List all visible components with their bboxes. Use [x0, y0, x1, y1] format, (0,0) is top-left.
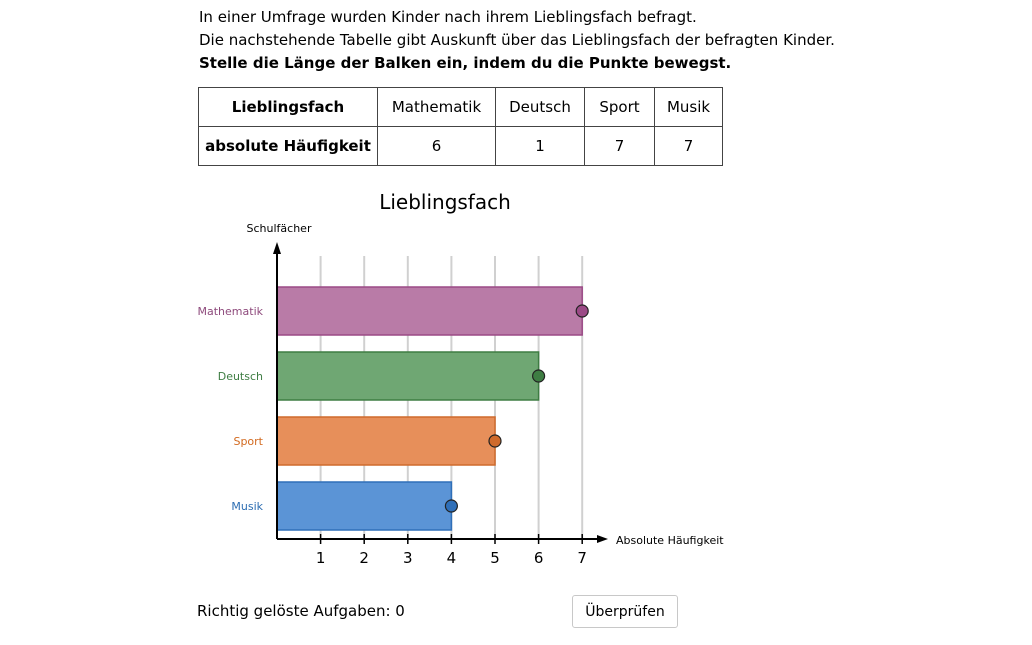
table-value-musik: 7 — [655, 127, 723, 166]
drag-point-sport[interactable] — [489, 435, 501, 447]
drag-point-musik[interactable] — [445, 500, 457, 512]
table-column-deutsch: Deutsch — [496, 88, 585, 127]
table-value-deutsch: 1 — [496, 127, 585, 166]
bar-deutsch — [277, 352, 539, 400]
category-label-musik: Musik — [231, 500, 263, 513]
intro-instruction: Stelle die Länge der Balken ein, indem du die Punkte bewegst. — [199, 54, 732, 72]
x-tick-label: 5 — [490, 549, 500, 567]
score-text: Richtig gelöste Aufgaben: 0 — [197, 602, 405, 620]
drag-point-mathematik[interactable] — [576, 305, 588, 317]
check-button[interactable]: Überprüfen — [572, 595, 678, 628]
intro-line-1: In einer Umfrage wurden Kinder nach ihrem Lieblingsfach befragt. — [199, 8, 697, 26]
x-tick-label: 1 — [315, 549, 326, 567]
intro-line-2: Die nachstehende Tabelle gibt Auskunft über das Lieblingsfach der befragten Kinder. — [199, 31, 835, 49]
x-axis-arrow-icon — [597, 535, 608, 543]
table-value-mathematik: 6 — [378, 127, 496, 166]
y-axis-label: Schulfächer — [246, 222, 312, 235]
table-column-mathematik: Mathematik — [378, 88, 496, 127]
table-column-sport: Sport — [585, 88, 655, 127]
table-value-sport: 7 — [585, 127, 655, 166]
x-axis-label: Absolute Häufigkeit — [616, 534, 724, 547]
bar-musik — [277, 482, 451, 530]
category-label-mathematik: Mathematik — [197, 305, 263, 318]
x-tick-label: 3 — [403, 549, 413, 567]
category-label-sport: Sport — [233, 435, 263, 448]
bar-sport — [277, 417, 495, 465]
table-row-label: absolute Häufigkeit — [199, 127, 378, 166]
category-label-deutsch: Deutsch — [217, 370, 263, 383]
bar-mathematik — [277, 287, 582, 335]
x-tick-label: 2 — [359, 549, 369, 567]
x-tick-label: 4 — [446, 549, 457, 567]
chart-title: Lieblingsfach — [379, 190, 511, 214]
y-axis-arrow-icon — [273, 242, 281, 254]
x-tick-label: 7 — [577, 549, 587, 567]
drag-point-deutsch[interactable] — [533, 370, 545, 382]
table-header-label: Lieblingsfach — [199, 88, 378, 127]
x-tick-label: 6 — [533, 549, 544, 567]
table-column-musik: Musik — [655, 88, 723, 127]
